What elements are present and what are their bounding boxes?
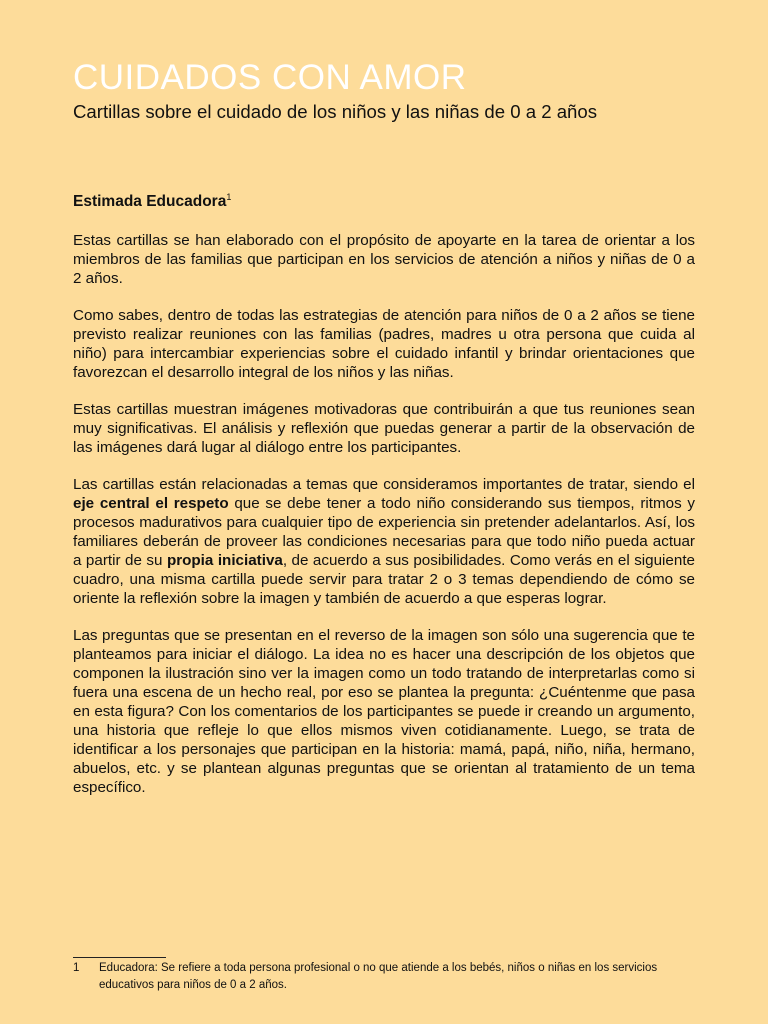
greeting-text: Estimada Educadora — [73, 193, 227, 210]
paragraph-5: Las preguntas que se presentan en el reverso de la imagen son sólo una sugerencia que te planteamos para iniciar el diálogo. La idea no es hacer una descripción de los objetos que componen la ilustración sino ver la imagen como un todo tratando de interpretarlas como si fuera una escena de un hecho real, por eso se plantea la pregunta: ¿Cuéntenme que pasa en esta figura? Con los comentarios de los participantes se puede ir creando un argumento, una historia que refleje lo que ellos mismos viven cotidianamente. Luego, se trata de identificar a los personajes que participan en la historia: mamá, papá, niño, niña, hermano, abuelos, etc. y se plantean algunas preguntas que se orientan al tratamiento de un tema específico. — [73, 627, 695, 796]
document-subtitle: Cartillas sobre el cuidado de los niños y las niñas de 0 a 2 años — [73, 101, 598, 122]
emphasis-respeto: eje central el respeto — [73, 495, 229, 512]
paragraph-4-text: , de acuerdo a sus posibilidades. Como verás en el siguiente cuadro, una misma cartilla puede servir para tratar 2 o 3 temas dependiendo de cómo se oriente la reflexión sobre la imagen y también de acuerdo a que esperas lograr. — [73, 552, 695, 607]
emphasis-iniciativa: propia iniciativa — [166, 552, 283, 569]
greeting-heading — [73, 192, 231, 211]
footnote-number: 1 — [73, 962, 80, 974]
paragraph-4 — [73, 475, 695, 608]
body-text — [73, 231, 695, 815]
paragraph-3: Estas cartillas muestran imágenes motivadoras que contribuirán a que tus reuniones sean muy significativas. El análisis y reflexión que puedas generar a partir de la observación de las imágenes dará lugar al diálogo entre los participantes. — [73, 401, 695, 456]
paragraph-4-text: Las cartillas están relacionadas a temas que consideramos importantes de tratar, siendo el — [73, 476, 695, 493]
paragraph-1: Estas cartillas se han elaborado con el propósito de apoyarte en la tarea de orientar a los miembros de las familias que participan en los servicios de atención a niños y niñas de 0 a 2 años. — [73, 232, 695, 287]
footnote-text: Educadora: Se refiere a toda persona profesional o no que atiende a los bebés, niños o niñas en los servicios educativos para niños de 0 a 2 años. — [99, 962, 658, 991]
document-title: CUIDADOS CON AMOR — [73, 58, 467, 97]
paragraph-2: Como sabes, dentro de todas las estrategias de atención para niños de 0 a 2 años se tiene previsto realizar reuniones con las familias (padres, madres u otra persona que cuida al niño) para intercambiar experiencias sobre el cuidado infantil y brindar orientaciones que favorezcan el desarrollo integral de los niños y las niñas. — [73, 307, 695, 381]
paragraph-4-text: que se debe tener a todo niño considerando sus tiempos, ritmos y procesos madurativos para cualquier tipo de experiencia sin pretender adelantarlos. Así, los familiares deberán de proveer las condiciones necesarias para que todo niño pueda actuar a partir de su — [73, 495, 695, 569]
footnote-mark: 1 — [226, 192, 232, 202]
footnote — [73, 960, 695, 993]
footnote-divider — [73, 957, 166, 958]
